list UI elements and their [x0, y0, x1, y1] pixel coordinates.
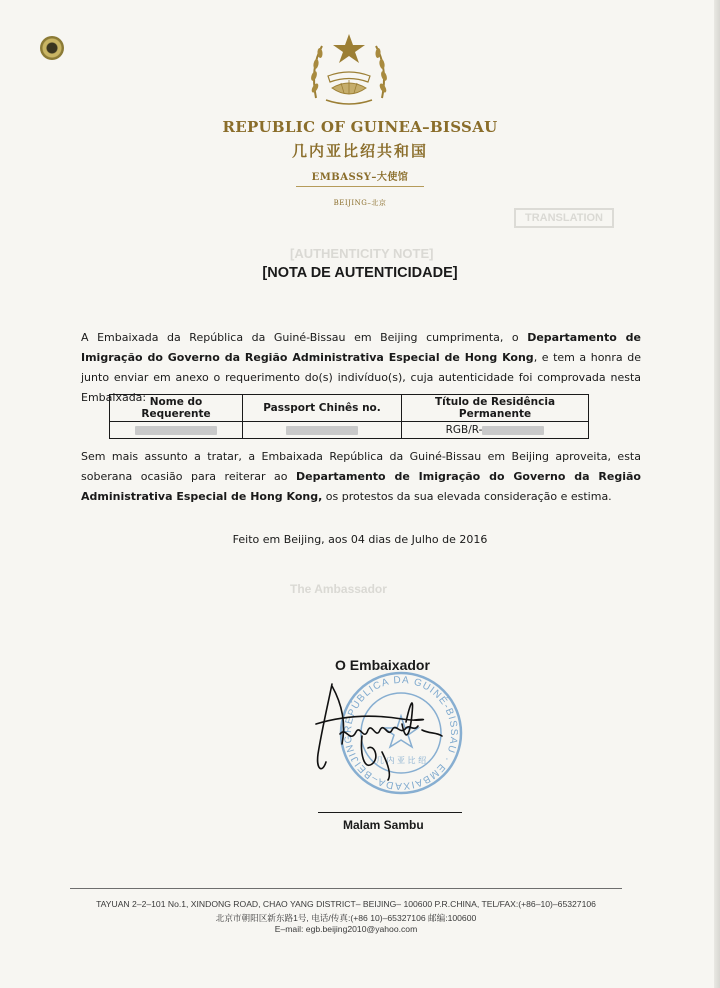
handwritten-signature	[302, 674, 462, 784]
redaction-bar	[482, 426, 544, 435]
closing-prefix: Sem mais assunto a tratar, a Embaixada República da Guiné-Bissau em Beijing aproveita, esta soberana ocasião para reiterar ao	[81, 450, 641, 483]
punch-hole-icon	[40, 36, 64, 60]
seal-cn-text: 几 内 亚 比 绍	[375, 756, 427, 765]
intro-prefix: A Embaixada da República da Guiné-Bissau em Beijing cumprimenta, o	[81, 331, 528, 344]
redaction-bar	[286, 426, 358, 435]
header-nome: Nome do Requerente	[110, 395, 243, 422]
letterhead-city: BEIJING–北京	[333, 199, 387, 207]
seal-text: REPÚBLICA DA GUINÉ-BISSAU · EMBAIXADA–BEIJING	[342, 674, 460, 792]
permit-prefix: RGB/R-	[445, 424, 483, 436]
letterhead-embassy: EMBASSY–大使馆	[311, 172, 409, 183]
letterhead-republic: REPUBLIC OF GUINEA–BISSAU	[222, 118, 498, 136]
header-titulo: Título de Residência Permanente	[402, 395, 589, 422]
redaction-bar	[135, 426, 217, 435]
embaixador-label: O Embaixador	[335, 657, 430, 673]
ghost-ambassador: The Ambassador	[290, 582, 387, 596]
table-header-row	[110, 395, 589, 422]
letterhead-republic-cn: 几内亚比绍共和国	[291, 142, 428, 160]
table-row	[110, 422, 589, 439]
ghost-title: [AUTHENTICITY NOTE]	[290, 246, 434, 261]
header-passport: Passport Chinês no.	[243, 395, 402, 422]
cell-titulo	[402, 422, 589, 439]
signer-name: Malam Sambu	[343, 818, 424, 832]
intro-bold: Departamento de Imigração do Governo da Região Administrativa Especial de Hong Kong	[81, 331, 641, 364]
cell-passport	[243, 422, 402, 439]
closing-bold: Departamento de Imigração do Governo da Região Administrativa Especial de Hong Kong,	[81, 470, 641, 503]
cell-nome	[110, 422, 243, 439]
footer-divider	[70, 888, 622, 889]
closing-paragraph	[81, 447, 641, 507]
closing-suffix: os protestos da sua elevada consideração e estima.	[322, 490, 612, 503]
letterhead-divider	[296, 186, 424, 187]
star-wreath-emblem-icon	[306, 28, 392, 112]
signature-line	[318, 812, 462, 813]
requerente-table	[109, 394, 589, 439]
footer-email: E–mail: egb.beijing2010@yahoo.com	[274, 924, 418, 934]
footer-address-en: TAYUAN 2–2–101 No.1, XINDONG ROAD, CHAO YANG DISTRICT– BEIJING– 100600 P.R.CHINA, TEL/FAX:(+86–10)–65327106	[96, 899, 596, 909]
ghost-translation-badge: TRANSLATION	[514, 208, 614, 228]
intro-suffix: , e tem a honra de junto enviar em anexo o requerimento do(s) indivíduo(s), cuja autenticidade foi comprovada nesta Embaixada:	[81, 351, 641, 404]
footer-address-cn: 北京市朝阳区新东路1号, 电话/传真:(+86 10)–65327106 邮编:100600	[215, 913, 477, 923]
document-title: [NOTA DE AUTENTICIDADE]	[262, 265, 458, 281]
place-date: Feito em Beijing, aos 04 dias de Julho de 2016	[232, 533, 488, 546]
